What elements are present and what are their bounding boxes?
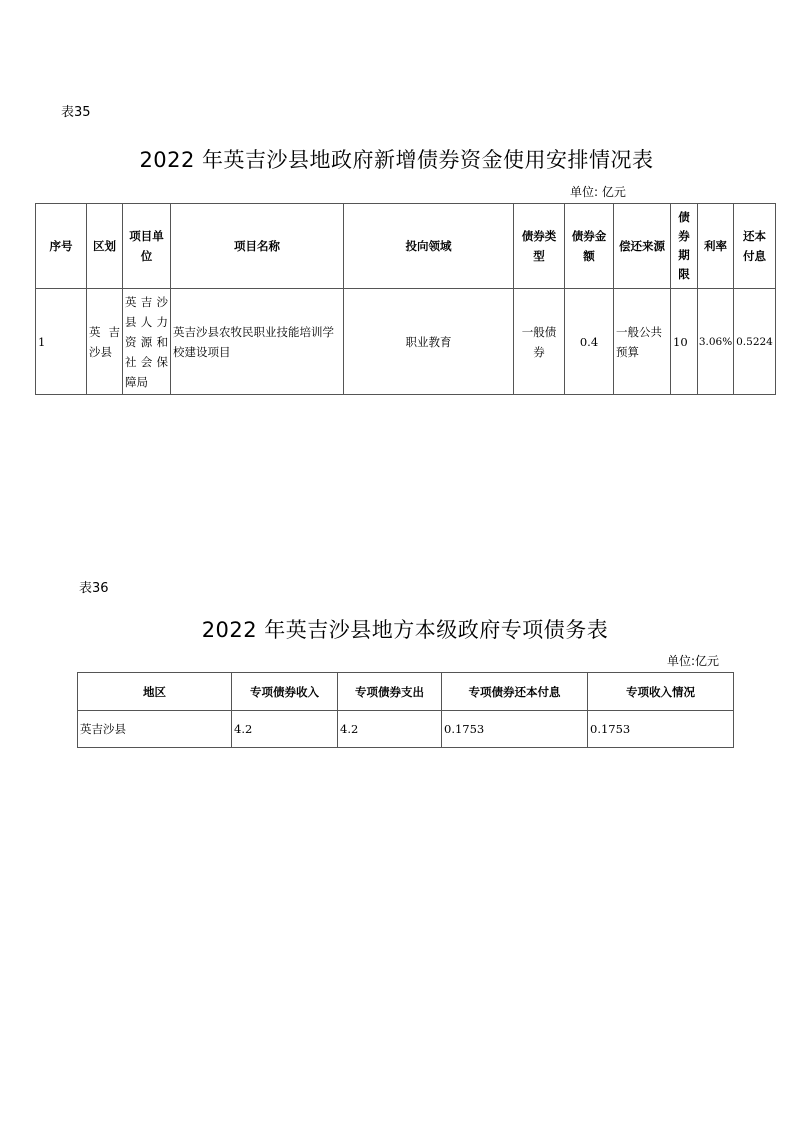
header-repayment: 还本付息 xyxy=(734,204,776,289)
cell-repay-source: 一般公共预算 xyxy=(614,289,671,395)
header-unit-name: 项目单位 xyxy=(123,204,171,289)
table35-header-row xyxy=(36,204,776,289)
header-repay-source: 偿还来源 xyxy=(614,204,671,289)
table35-title: 2022 年英吉沙县地政府新增债券资金使用安排情况表 xyxy=(139,148,654,172)
cell-bond-type: 一般债券 xyxy=(514,289,565,395)
cell-bond-term: 10 xyxy=(671,289,698,395)
table-row xyxy=(36,289,776,395)
cell-seq: 1 xyxy=(36,289,87,395)
table36-title: 2022 年英吉沙县地方本级政府专项债务表 xyxy=(201,618,609,642)
table36-label: 表36 xyxy=(79,581,109,596)
table36-unit: 单位:亿元 xyxy=(667,654,720,668)
header-bond-term: 债券期限 xyxy=(671,204,698,289)
cell-special-income: 0.1753 xyxy=(588,711,734,748)
header-district: 区划 xyxy=(87,204,123,289)
cell-income: 4.2 xyxy=(232,711,338,748)
table35-label: 表35 xyxy=(61,105,91,120)
cell-field: 职业教育 xyxy=(344,289,514,395)
table35 xyxy=(35,203,776,395)
cell-district: 英 吉 沙县 xyxy=(87,289,123,395)
header-project-name: 项目名称 xyxy=(171,204,344,289)
header-bond-amount: 债券金额 xyxy=(565,204,614,289)
header-income: 专项债券收入 xyxy=(232,673,338,711)
table-row xyxy=(78,711,734,748)
table36-header-row xyxy=(78,673,734,711)
cell-repayment: 0.1753 xyxy=(442,711,588,748)
header-region: 地区 xyxy=(78,673,232,711)
header-bond-type: 债券类型 xyxy=(514,204,565,289)
cell-region: 英吉沙县 xyxy=(78,711,232,748)
cell-bond-amount: 0.4 xyxy=(565,289,614,395)
cell-rate: 3.06% xyxy=(698,289,734,395)
header-expense: 专项债券支出 xyxy=(338,673,442,711)
header-rate: 利率 xyxy=(698,204,734,289)
header-seq: 序号 xyxy=(36,204,87,289)
header-special-income: 专项收入情况 xyxy=(588,673,734,711)
cell-expense: 4.2 xyxy=(338,711,442,748)
cell-unit-name: 英 吉 沙 县 人 力 资 源 和 社 会 保 障局 xyxy=(123,289,171,395)
header-field: 投向领域 xyxy=(344,204,514,289)
cell-repayment: 0.5224 xyxy=(734,289,776,395)
header-repayment: 专项债券还本付息 xyxy=(442,673,588,711)
cell-project-name: 英吉沙县农牧民职业技能培训学校建设项目 xyxy=(171,289,344,395)
table35-unit: 单位: 亿元 xyxy=(570,185,626,199)
table36 xyxy=(77,672,734,748)
